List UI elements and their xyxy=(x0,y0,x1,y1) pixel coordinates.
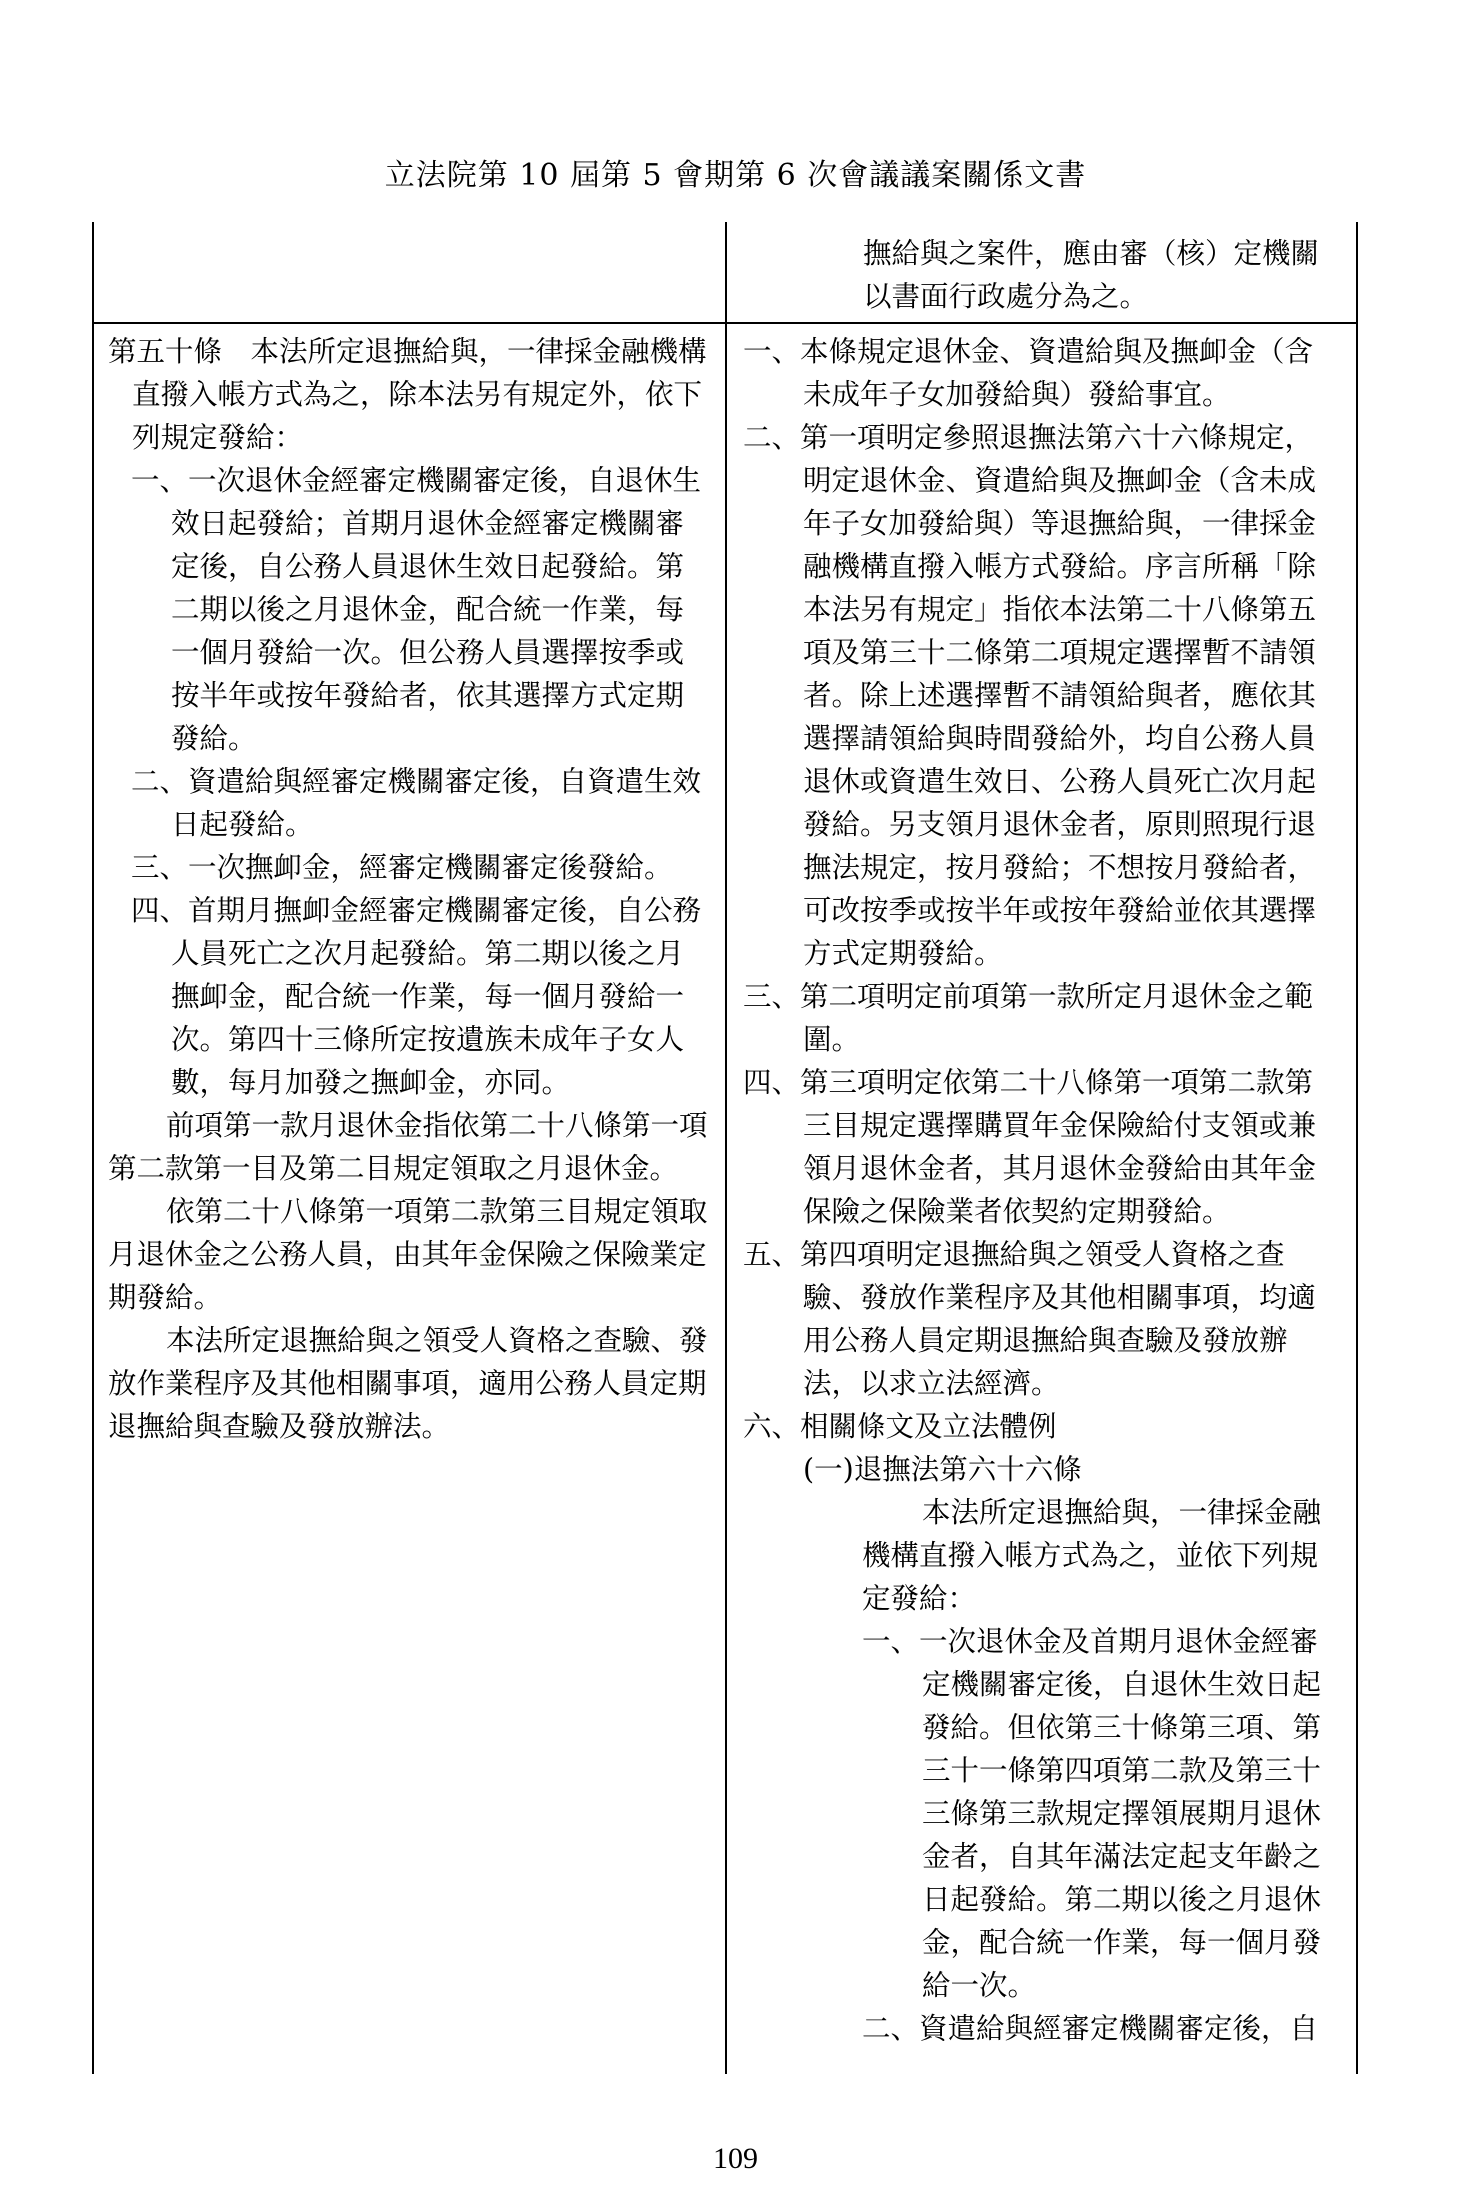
page-number: 109 xyxy=(713,2142,758,2175)
table-center-divider xyxy=(725,222,727,2074)
top-right-cell xyxy=(863,232,1341,318)
table-left-border xyxy=(92,222,94,2074)
sub-heading: (一)退撫法第六十六條 xyxy=(803,1453,1082,1486)
list-item: 三、一次撫卹金，經審定機關審定後發給。 xyxy=(131,851,673,884)
top-right-text: 撫給與之案件，應由審（核）定機關以書面行政處分為之。 xyxy=(863,237,1320,313)
paragraph: 依第二十八條第一項第二款第三目規定領取月退休金之公務人員，由其年金保險之保險業定期發給。 xyxy=(108,1195,708,1314)
explanation-item: 四、第三項明定依第二十八條第一項第二款第三目規定選擇購買年金保險給付支領或兼領月退休金者，其月退休金發給由其年金保險之保險業者依契約定期發給。 xyxy=(743,1066,1317,1228)
right-column xyxy=(743,330,1341,2050)
explanation-item: 五、第四項明定退撫給與之領受人資格之查驗、發放作業程序及其他相關事項，均適用公務人員定期退撫給與查驗及發放辦法，以求立法經濟。 xyxy=(743,1238,1317,1400)
page-header: 立法院第 10 屆第 5 會期第 6 次會議議案關係文書 xyxy=(384,158,1087,193)
explanation-item: 二、第一項明定參照退撫法第六十六條規定，明定退休金、資遣給與及撫卹金（含未成年子女加發給與）等退撫給與，一律採金融機構直撥入帳方式發給。序言所稱「除本法另有規定」指依本法第二十八條第五項及第三十二條第二項規定選擇暫不請領者。除上述選擇暫不請領給與者，應依其選擇請領給與時間發給外，均自公務人員退休或資遣生效日、公務人員死亡次月起發給。另支領月退休金者，原則照現行退撫法規定，按月發給；不想按月發給者，可改按季或按半年或按年發給並依其選擇方式定期發給。 xyxy=(743,421,1317,970)
list-item: 二、資遣給與經審定機關審定後，自資遣生效日起發給。 xyxy=(131,765,702,841)
explanation-item: 六、相關條文及立法體例 xyxy=(743,1410,1057,1443)
article-50-text: 第五十條 本法所定退撫給與，一律採金融機構直撥入帳方式為之，除本法另有規定外，依下列規定發給： xyxy=(108,335,707,454)
table-right-border xyxy=(1356,222,1358,2074)
list-item: 一、一次退休金經審定機關審定後，自退休生效日起發給；首期月退休金經審定機關審定後，自公務人員退休生效日起發給。第二期以後之月退休金，配合統一作業，每一個月發給一次。但公務人員選擇按季或按半年或按年發給者，依其選擇方式定期發給。 xyxy=(131,464,702,755)
table-row-divider xyxy=(92,322,1358,324)
list-item: 四、首期月撫卹金經審定機關審定後，自公務人員死亡之次月起發給。第二期以後之月撫卹金，配合統一作業，每一個月發給一次。第四十三條所定按遺族未成年子女人數，每月加發之撫卹金，亦同。 xyxy=(131,894,702,1099)
paragraph: 本法所定退撫給與之領受人資格之查驗、發放作業程序及其他相關事項，適用公務人員定期退撫給與查驗及發放辦法。 xyxy=(108,1324,708,1443)
left-column xyxy=(108,330,710,1448)
explanation-item: 一、本條規定退休金、資遣給與及撫卹金（含未成年子女加發給與）發給事宜。 xyxy=(743,335,1314,411)
quoted-item: 一、一次退休金及首期月退休金經審定機關審定後，自退休生效日起發給。但依第三十條第三項、第三十一條第四項第二款及第三十三條第三款規定擇領展期月退休金者，自其年滿法定起支年齡之日起發給。第二期以後之月退休金，配合統一作業，每一個月發給一次。 xyxy=(862,1625,1322,2002)
explanation-item: 三、第二項明定前項第一款所定月退休金之範圍。 xyxy=(743,980,1314,1056)
quoted-item: 二、資遣給與經審定機關審定後，自 xyxy=(862,2012,1319,2045)
paragraph: 前項第一款月退休金指依第二十八條第一項第二款第一目及第二目規定領取之月退休金。 xyxy=(108,1109,708,1185)
quoted-paragraph: 本法所定退撫給與，一律採金融機構直撥入帳方式為之，並依下列規定發給： xyxy=(862,1496,1322,1615)
